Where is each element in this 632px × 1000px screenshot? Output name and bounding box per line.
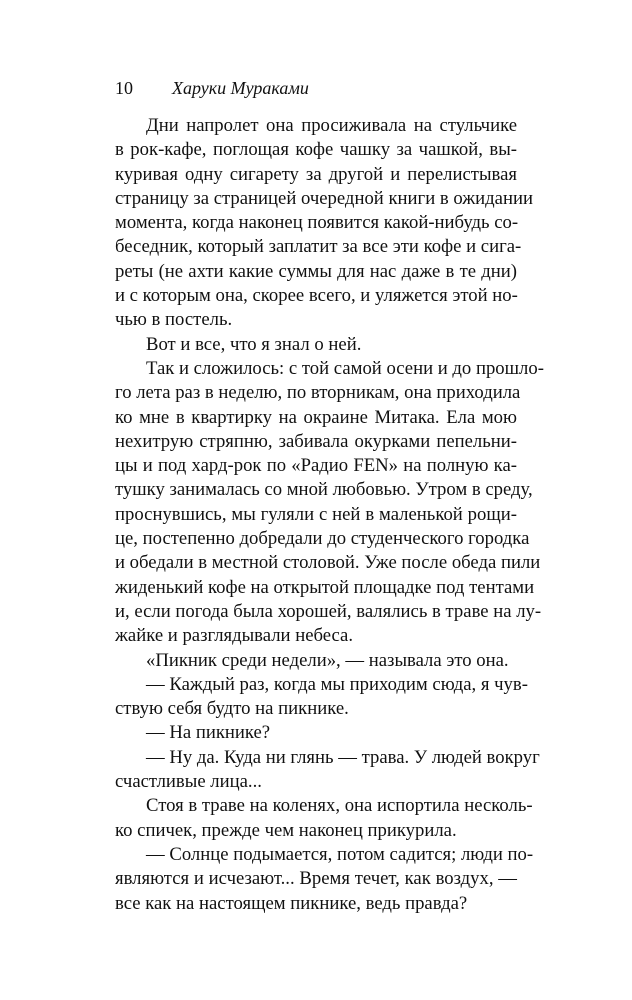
text-line: ствую себя будто на пикнике. [115,698,349,720]
text-line: нехитрую стряпню, забивала окурками пепельни- [115,430,517,452]
text-line: куривая одну сигарету за другой и перелистывая [115,163,517,185]
page-number: 10 [115,78,133,98]
text-line: — Солнце подымается, потом садится; люди по- [146,843,534,865]
running-header [115,76,535,100]
text-line: ко спичек, прежде чем наконец прикурила. [115,819,457,841]
text-line: Дни напролет она просиживала на стульчике [146,115,517,136]
text-line: Вот и все, что я знал о ней. [146,333,362,355]
text-line: жиденький кофе на открытой площадке под тентами [115,576,535,598]
text-line: беседник, который заплатит за все эти кофе и сига- [115,236,522,258]
text-line: и с которым она, скорее всего, и уляжется этой но- [115,285,518,307]
text-line: и, если погода была хорошей, валялись в траве на лу- [115,600,542,622]
text-line: го лета раз в неделю, по вторникам, она приходила [115,382,521,404]
body-text [115,114,544,916]
text-line: являются и исчезают... Время течет, как воздух, — [115,868,517,890]
text-line: все как на настоящем пикнике, ведь правда? [115,892,468,914]
text-line: цы и под хард-рок по «Радио FEN» на полную ка- [115,455,517,477]
text-line: чью в постель. [115,309,233,331]
text-line: счастливые лица... [115,771,262,793]
text-line: — Ну да. Куда ни глянь — трава. У людей вокруг [146,746,540,768]
text-line: момента, когда наконец появится какой-нибудь со- [115,212,519,234]
text-line: «Пикник среди недели», — называла это она. [146,649,509,671]
text-line: — На пикнике? [146,722,271,744]
text-line: и обедали в местной столовой. Уже после обеда пили [115,552,541,574]
text-line: — Каждый раз, когда мы приходим сюда, я чув- [146,673,528,695]
text-line: в рок-кафе, поглощая кофе чашку за чашкой, вы- [115,139,517,161]
text-line: страницу за страницей очередной книги в ожидании [115,187,533,209]
text-line: тушку занималась со мной любовью. Утром в среду, [115,479,533,501]
text-line: жайке и разглядывали небеса. [115,625,354,647]
text-line: Так и сложилось: с той самой осени и до прошло- [146,357,544,379]
running-head-author: Харуки Мураками [172,78,309,98]
text-line: реты (не ахти какие суммы для нас даже в те дни) [115,260,517,282]
text-line: Стоя в траве на коленях, она испортила несколь- [146,795,533,817]
text-line: ко мне в квартирку на окраине Митака. Ела мою [115,406,517,428]
text-line: проснувшись, мы гуляли с ней в маленькой рощи- [115,503,517,525]
text-line: це, постепенно добредали до студенческого городка [115,528,530,550]
